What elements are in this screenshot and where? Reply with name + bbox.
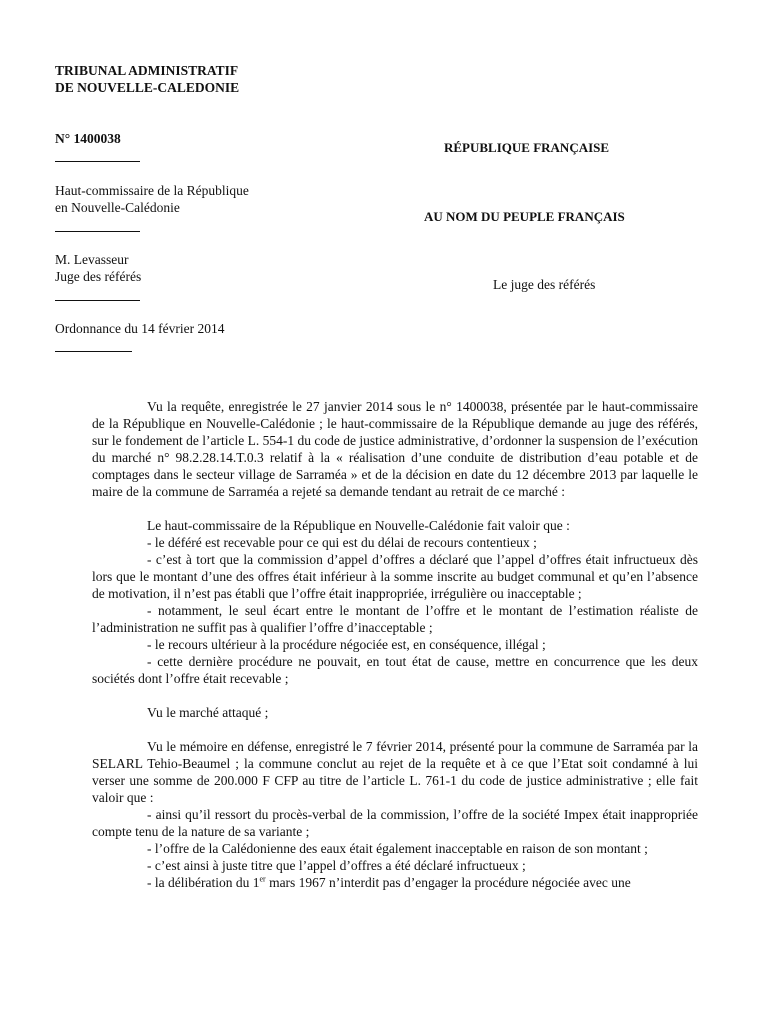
- separator-rule: [55, 231, 140, 232]
- argument-item: - cette dernière procédure ne pouvait, en tout état de cause, mettre en concurrence que les deux sociétés dont l’offre était recevable ;: [92, 654, 698, 686]
- court-name-line1: TRIBUNAL ADMINISTRATIF: [55, 63, 239, 78]
- party-line2: en Nouvelle-Calédonie: [55, 200, 180, 215]
- separator-rule: [55, 300, 140, 301]
- court-name: [55, 62, 239, 96]
- order-date: Ordonnance du 14 février 2014: [55, 321, 225, 336]
- judge-name: M. Levasseur: [55, 252, 129, 267]
- paragraph-arguments-intro: Le haut-commissaire de la République en Nouvelle-Calédonie fait valoir que :: [147, 518, 570, 533]
- people-heading: AU NOM DU PEUPLE FRANÇAIS: [424, 209, 625, 224]
- defense-item: - ainsi qu’il ressort du procès-verbal de la commission, l’offre de la société Impex était inappropriée compte tenu de la nature de sa variante ;: [92, 807, 698, 839]
- case-number: N° 1400038: [55, 131, 121, 146]
- defense-item-last: [92, 874, 698, 891]
- paragraph-request: Vu la requête, enregistrée le 27 janvier 2014 sous le n° 1400038, présentée par le haut-commissaire de la République en Nouvelle-Calédonie ; le haut-commissaire de la République demande au juge des référés, sur le fondement de l’article L. 554-1 du code de justice administrative, d’ordonner la suspension de l’exécution du marché n° 98.2.28.14.T.0.3 relatif à la « réalisation d’une conduite de distribution d’eau potable et de comptages dans le secteur village de Sarraméa » et de la décision en date du 12 décembre 2013 par laquelle le maire de la commune de Sarraméa a rejeté sa demande tendant au retrait de ce marché :: [92, 399, 698, 499]
- party-line1: Haut-commissaire de la République: [55, 183, 249, 198]
- party-block: [55, 182, 249, 216]
- defense-item-text-end: mars 1967 n’interdit pas d’engager la procédure négociée avec une: [265, 875, 631, 890]
- paragraph-contract: Vu le marché attaqué ;: [147, 705, 269, 720]
- argument-item: - le déféré est recevable pour ce qui est du délai de recours contentieux ;: [147, 535, 537, 550]
- defense-item: - l’offre de la Calédonienne des eaux était également inacceptable en raison de son montant ;: [147, 841, 648, 856]
- judge-block: [55, 251, 141, 285]
- defense-item-text-start: - la délibération du 1: [147, 875, 260, 890]
- republic-heading: RÉPUBLIQUE FRANÇAISE: [444, 140, 610, 155]
- judge-heading: Le juge des référés: [493, 277, 596, 292]
- argument-item: - c’est à tort que la commission d’appel d’offres a déclaré que l’appel d’offres était infructueux dès lors que le montant d’une des offres était inférieur à la somme inscrite au budget communal et qu’en l’absence de motivation, il n’est pas établi que l’offre était inappropriée, irrégulière ou inacceptable ;: [92, 552, 698, 601]
- court-name-line2: DE NOUVELLE-CALEDONIE: [55, 80, 240, 95]
- defense-item: - c’est ainsi à juste titre que l’appel d’offres a été déclaré infructueux ;: [147, 858, 526, 873]
- argument-item: - le recours ultérieur à la procédure négociée est, en conséquence, illégal ;: [147, 637, 546, 652]
- argument-item: - notamment, le seul écart entre le montant de l’offre et le montant de l’estimation réaliste de l’administration ne suffit pas à qualifier l’offre d’inacceptable ;: [92, 603, 698, 635]
- separator-rule: [55, 351, 132, 352]
- separator-rule: [55, 161, 140, 162]
- ordinal-superscript: er: [259, 874, 266, 884]
- paragraph-defense: Vu le mémoire en défense, enregistré le 7 février 2014, présenté pour la commune de Sarraméa par la SELARL Tehio-Beaumel ; la commune conclut au rejet de la requête et à ce que l’Etat soit condamné à lui verser une somme de 200.000 F CFP au titre de l’article L. 761-1 du code de justice administrative ; elle fait valoir que :: [92, 739, 698, 805]
- document-body: [92, 398, 698, 891]
- judge-title: Juge des référés: [55, 269, 142, 284]
